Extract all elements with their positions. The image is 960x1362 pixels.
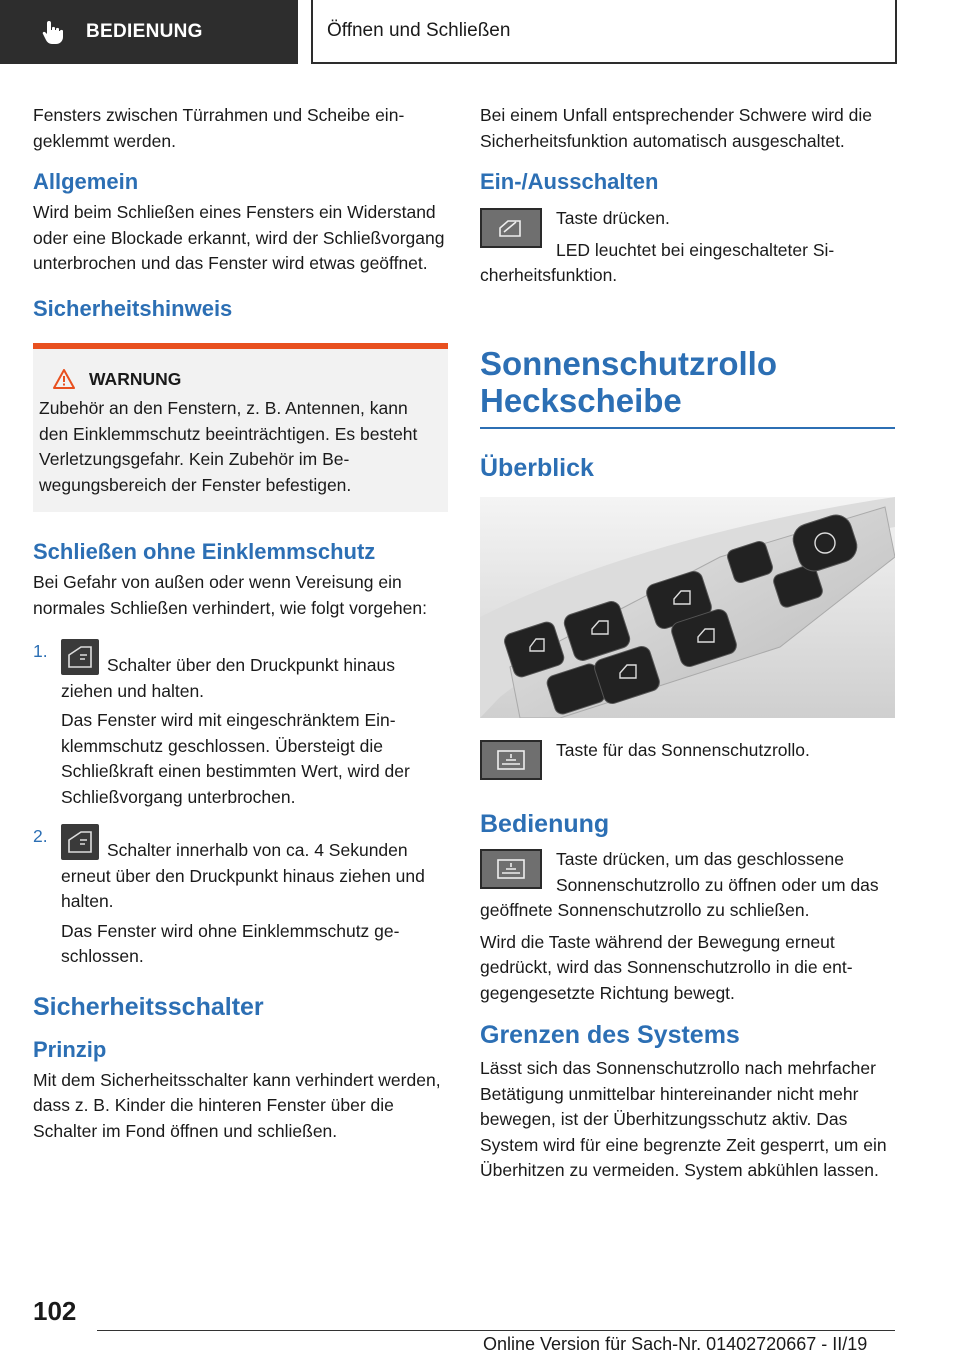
warning-triangle-icon bbox=[53, 369, 75, 389]
sunblind-button-icon bbox=[480, 849, 542, 889]
bedienung-text-2: Wird die Taste während der Bewegung erneut gedrückt, wird das Sonnenschutzrollo in die entgegengesetzte Richtung bewegt. bbox=[480, 931, 853, 1003]
heading-allgemein: Allgemein bbox=[33, 169, 139, 194]
right-column bbox=[480, 103, 895, 1191]
ein-aus-text-1: Taste drücken. bbox=[556, 208, 670, 228]
heading-grenzen: Grenzen des Systems bbox=[480, 1021, 740, 1049]
window-switch-icon bbox=[61, 824, 99, 860]
warning-header bbox=[39, 367, 440, 393]
warning-text: Zubehör an den Fenstern, z. B. Antennen, kann den Einklemmschutz beeinträchtigen. Es besteht Verletzungsgefahr. Kein Zubehör im Bewegungsbereich der Fenster befestigen. bbox=[39, 398, 418, 495]
step-2-sub: Das Fenster wird ohne Einklemmschutz geschlossen. bbox=[61, 920, 400, 966]
heading-schliessen: Schließen ohne Einklemmschutz bbox=[33, 539, 376, 564]
taste-caption: Taste für das Sonnenschutzrollo. bbox=[556, 739, 810, 760]
bedienung-text: Taste drücken, um das geschlossene Sonnenschutzrollo zu öffnen oder um das geöffnete Sonnenschutzrollo zu schließen. bbox=[480, 849, 879, 920]
heading-line-2: Heckscheibe bbox=[480, 381, 682, 419]
unfall-text: Bei einem Unfall entsprechender Schwere wird die Sicherheitsfunktion automatisch ausgeschaltet. bbox=[480, 105, 873, 151]
heading-sonnenschutzrollo bbox=[480, 345, 895, 429]
heading-line-1: Sonnenschutzrollo bbox=[480, 344, 777, 382]
step-number: 1. bbox=[33, 641, 48, 661]
step-number: 2. bbox=[33, 826, 48, 846]
page-number: 102 bbox=[33, 1296, 77, 1326]
intro-text: Fensters zwischen Türrahmen und Scheibe eingeklemmt werden. bbox=[33, 105, 405, 151]
heading-ein-ausschalten: Ein-/Ausschalten bbox=[480, 169, 659, 194]
door-switch-panel-photo bbox=[480, 497, 895, 718]
heading-prinzip: Prinzip bbox=[33, 1036, 107, 1062]
allgemein-text: Wird beim Schließen eines Fensters ein Widerstand oder eine Blockade erkannt, wird der Schließvorgang unterbrochen und das Fenster wird etwas geöffnet. bbox=[33, 202, 445, 273]
warning-box bbox=[33, 343, 448, 513]
window-switch-icon bbox=[61, 639, 99, 675]
prinzip-text: Mit dem Sicherheitsschalter kann verhindert werden, dass z. B. Kinder die hinteren Fenster über die Schalter im Fond öffnen und schließen. bbox=[33, 1069, 441, 1141]
section-label: BEDIENUNG bbox=[86, 21, 203, 42]
grenzen-text: Lässt sich das Sonnenschutzrollo nach mehrfacher Betätigung unmittelbar hintereinander nicht mehr bewegen, ist der Überhitzungsschutz aktiv. Das System wird für eine begrenzte Zeit gesperrt, um ein Überhitzen zu vermeiden. System abkühlen lassen. bbox=[480, 1058, 887, 1180]
heading-ueberblick: Überblick bbox=[480, 453, 594, 482]
online-version-note: Online Version für Sach-Nr. 01402720667 - II/19 bbox=[483, 1334, 868, 1354]
step-2 bbox=[33, 824, 448, 970]
schliessen-text: Bei Gefahr von außen oder wenn Vereisung ein normales Schließen verhindert, wie folgt vorgehen: bbox=[33, 572, 427, 618]
chapter-header bbox=[311, 0, 897, 64]
warning-title: WARNUNG bbox=[89, 368, 182, 389]
step-2-text: Schalter innerhalb von ca. 4 Sekunden erneut über den Druckpunkt hinaus ziehen und halten. bbox=[61, 840, 425, 911]
left-column bbox=[33, 103, 448, 1151]
bedienung-row bbox=[480, 847, 895, 924]
section-tab bbox=[0, 0, 298, 64]
ein-aus-text-2: LED leuchtet bei eingeschalteter Sicherheitsfunktion. bbox=[480, 239, 835, 285]
ein-aus-row bbox=[480, 206, 895, 289]
step-1-sub: Das Fenster wird mit eingeschränktem Einklemmschutz geschlossen. Übersteigt die Schließkraft einen bestimmten Wert, wird der Schließvorgang unterbrochen. bbox=[61, 710, 410, 807]
step-1-text: Schalter über den Druckpunkt hinaus ziehen und halten. bbox=[61, 655, 395, 701]
taste-row bbox=[480, 738, 895, 764]
heading-sicherheitsschalter: Sicherheitsschalter bbox=[33, 992, 264, 1021]
hand-pointer-icon bbox=[40, 19, 66, 45]
safety-switch-icon bbox=[480, 208, 542, 248]
sunblind-button-icon bbox=[480, 740, 542, 780]
footer-divider bbox=[97, 1330, 895, 1331]
step-1 bbox=[33, 639, 448, 810]
heading-sicherheitshinweis: Sicherheitshinweis bbox=[33, 295, 233, 321]
heading-bedienung: Bedienung bbox=[480, 810, 610, 838]
chapter-title: Öffnen und Schließen bbox=[327, 20, 511, 41]
